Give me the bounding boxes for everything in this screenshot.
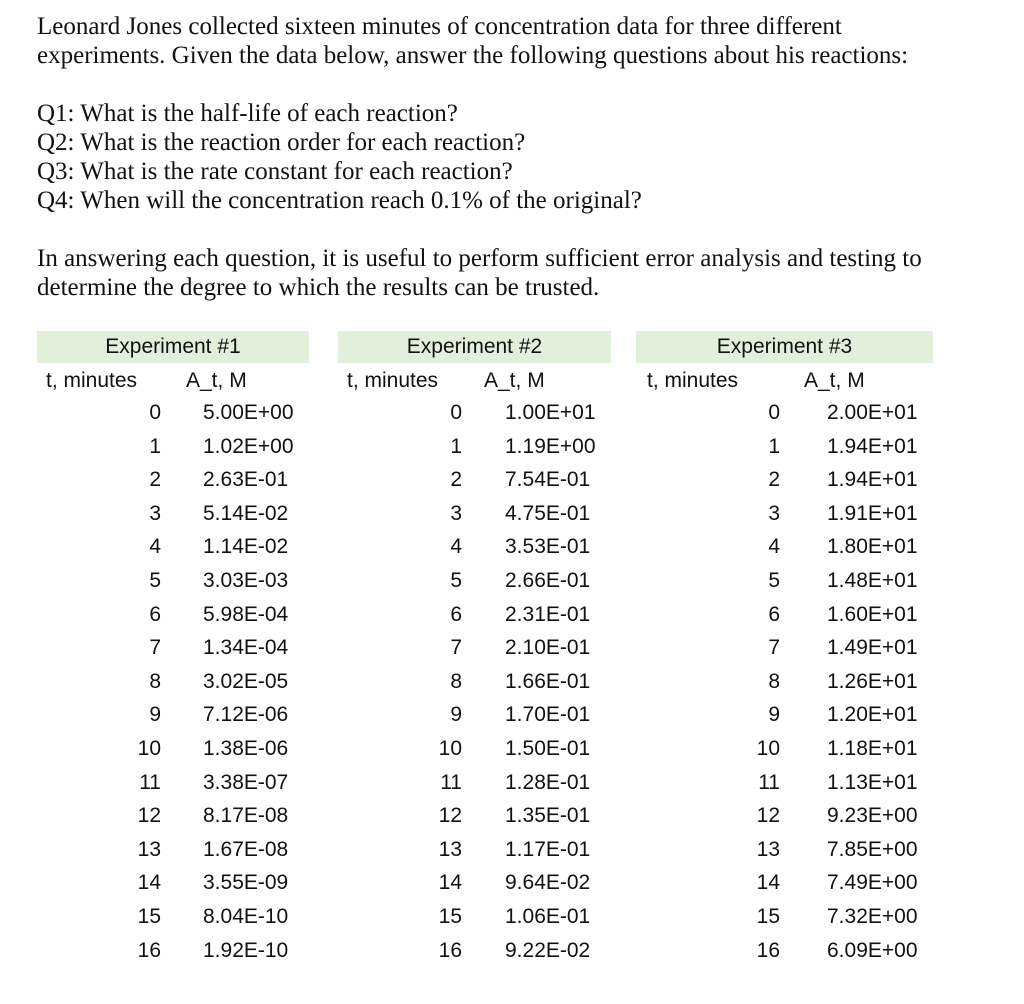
table-row bbox=[636, 599, 933, 633]
concentration-cell: 1.00E+01 bbox=[505, 401, 596, 424]
question-2: Q2: What is the reaction order for each reaction? bbox=[37, 129, 526, 156]
concentration-cell: 1.91E+01 bbox=[827, 501, 918, 525]
concentration-cell: 1.18E+01 bbox=[827, 736, 918, 760]
time-cell: 15 bbox=[137, 904, 161, 928]
concentration-cell: 3.55E-09 bbox=[203, 871, 289, 895]
time-cell: 16 bbox=[438, 938, 462, 962]
table-row bbox=[37, 699, 309, 733]
table-row bbox=[37, 397, 309, 431]
table-row bbox=[636, 632, 933, 666]
table-row bbox=[338, 632, 611, 666]
time-cell: 2 bbox=[768, 468, 780, 492]
time-cell: 8 bbox=[768, 669, 780, 693]
time-cell: 1 bbox=[149, 434, 161, 458]
table-row bbox=[37, 867, 309, 901]
table-row bbox=[338, 464, 611, 498]
table-row bbox=[636, 565, 933, 599]
table-row bbox=[338, 733, 611, 767]
experiment-title: Experiment #3 bbox=[636, 331, 933, 363]
time-cell: 9 bbox=[149, 703, 161, 727]
concentration-cell: 2.63E-01 bbox=[203, 468, 289, 492]
experiment-2-table bbox=[338, 331, 611, 968]
table-row bbox=[338, 666, 611, 700]
time-cell: 11 bbox=[758, 770, 780, 794]
table-row bbox=[338, 767, 611, 801]
concentration-cell: 1.38E-06 bbox=[203, 736, 289, 760]
table-row bbox=[37, 901, 309, 935]
concentration-cell: 7.85E+00 bbox=[827, 837, 918, 861]
table-row bbox=[636, 666, 933, 700]
table-row bbox=[338, 834, 611, 868]
table-header bbox=[37, 363, 309, 397]
table-row bbox=[37, 565, 309, 599]
time-cell: 5 bbox=[450, 568, 462, 592]
concentration-cell: 3.03E-03 bbox=[203, 568, 289, 592]
time-column-header: t, minutes bbox=[647, 369, 739, 392]
concentration-cell: 1.94E+01 bbox=[827, 434, 918, 458]
concentration-cell: 1.17E-01 bbox=[505, 837, 591, 861]
concentration-cell: 1.13E+01 bbox=[827, 770, 918, 794]
intro-paragraph bbox=[37, 12, 1007, 70]
time-cell: 8 bbox=[450, 669, 462, 693]
time-cell: 8 bbox=[149, 669, 161, 693]
time-cell: 16 bbox=[756, 938, 780, 962]
table-row bbox=[636, 901, 933, 935]
time-cell: 6 bbox=[768, 602, 780, 626]
concentration-cell: 2.31E-01 bbox=[505, 602, 591, 626]
table-row bbox=[636, 397, 933, 431]
table-row bbox=[636, 800, 933, 834]
concentration-cell: 3.38E-07 bbox=[203, 770, 289, 794]
time-cell: 13 bbox=[438, 837, 462, 861]
concentration-cell: 1.60E+01 bbox=[827, 602, 918, 626]
table-row bbox=[636, 699, 933, 733]
time-column-header: t, minutes bbox=[46, 369, 138, 392]
table-row bbox=[338, 531, 611, 565]
table-row bbox=[37, 733, 309, 767]
time-cell: 9 bbox=[768, 703, 780, 727]
time-cell: 7 bbox=[450, 636, 462, 660]
time-cell: 6 bbox=[149, 602, 161, 626]
time-cell: 12 bbox=[137, 804, 161, 828]
time-cell: 0 bbox=[768, 401, 780, 424]
time-cell: 10 bbox=[756, 736, 780, 760]
experiment-3-table bbox=[636, 331, 933, 968]
concentration-cell: 1.48E+01 bbox=[827, 568, 918, 592]
time-cell: 2 bbox=[450, 468, 462, 492]
note-line: In answering each question, it is useful to perform sufficient error analysis and testing to bbox=[37, 245, 922, 272]
time-cell: 1 bbox=[768, 434, 780, 458]
table-row bbox=[37, 632, 309, 666]
table-row bbox=[338, 397, 611, 431]
time-cell: 3 bbox=[768, 501, 780, 525]
time-cell: 2 bbox=[149, 468, 161, 492]
table-row bbox=[37, 767, 309, 801]
time-cell: 4 bbox=[768, 535, 780, 559]
table-row bbox=[37, 935, 309, 969]
table-row bbox=[338, 565, 611, 599]
intro-line: Leonard Jones collected sixteen minutes of concentration data for three different bbox=[37, 13, 842, 40]
time-cell: 14 bbox=[137, 871, 161, 895]
concentration-cell: 2.66E-01 bbox=[505, 568, 591, 592]
time-cell: 5 bbox=[768, 568, 780, 592]
question-3: Q3: What is the rate constant for each reaction? bbox=[37, 158, 513, 185]
concentration-cell: 1.50E-01 bbox=[505, 736, 591, 760]
time-column-header: t, minutes bbox=[347, 369, 439, 392]
concentration-cell: 5.00E+00 bbox=[203, 401, 294, 424]
table-header bbox=[636, 363, 933, 397]
time-cell: 3 bbox=[450, 501, 462, 525]
time-cell: 15 bbox=[756, 904, 780, 928]
concentration-cell: 9.64E-02 bbox=[505, 871, 591, 895]
table-row bbox=[636, 531, 933, 565]
table-row bbox=[37, 800, 309, 834]
time-cell: 12 bbox=[438, 804, 462, 828]
note-paragraph bbox=[37, 244, 1007, 302]
table-row bbox=[636, 834, 933, 868]
table-row bbox=[338, 431, 611, 465]
table-row bbox=[338, 699, 611, 733]
table-row bbox=[338, 901, 611, 935]
experiment-1-table bbox=[37, 331, 309, 968]
table-row bbox=[37, 498, 309, 532]
concentration-cell: 1.19E+00 bbox=[505, 434, 596, 458]
concentration-cell: 7.32E+00 bbox=[827, 904, 918, 928]
concentration-cell: 7.12E-06 bbox=[203, 703, 289, 727]
time-cell: 4 bbox=[450, 535, 462, 559]
concentration-cell: 3.02E-05 bbox=[203, 669, 289, 693]
concentration-cell: 1.49E+01 bbox=[827, 636, 918, 660]
table-row bbox=[37, 431, 309, 465]
concentration-cell: 1.34E-04 bbox=[203, 636, 289, 660]
question-1: Q1: What is the half-life of each reaction? bbox=[37, 100, 458, 127]
concentration-cell: 2.00E+01 bbox=[827, 401, 918, 424]
concentration-cell: 1.66E-01 bbox=[505, 669, 591, 693]
table-row bbox=[338, 867, 611, 901]
time-cell: 1 bbox=[450, 434, 462, 458]
time-cell: 14 bbox=[756, 871, 780, 895]
time-cell: 7 bbox=[768, 636, 780, 660]
concentration-cell: 7.49E+00 bbox=[827, 871, 918, 895]
table-row bbox=[37, 599, 309, 633]
time-cell: 10 bbox=[137, 736, 161, 760]
table-row bbox=[37, 834, 309, 868]
concentration-cell: 3.53E-01 bbox=[505, 535, 591, 559]
intro-line: experiments. Given the data below, answer the following questions about his reactions: bbox=[37, 42, 909, 69]
concentration-column-header: A_t, M bbox=[804, 369, 865, 392]
time-cell: 7 bbox=[149, 636, 161, 660]
table-row bbox=[37, 531, 309, 565]
concentration-cell: 1.02E+00 bbox=[203, 434, 294, 458]
table-row bbox=[636, 498, 933, 532]
concentration-column-header: A_t, M bbox=[484, 369, 545, 392]
time-cell: 11 bbox=[440, 770, 462, 794]
concentration-cell: 8.04E-10 bbox=[203, 904, 289, 928]
experiment-title: Experiment #1 bbox=[37, 331, 309, 363]
table-row bbox=[37, 666, 309, 700]
table-body bbox=[37, 397, 309, 968]
time-cell: 10 bbox=[438, 736, 462, 760]
concentration-cell: 9.22E-02 bbox=[505, 938, 591, 962]
concentration-cell: 8.17E-08 bbox=[203, 804, 289, 828]
time-cell: 4 bbox=[149, 535, 161, 559]
concentration-cell: 9.23E+00 bbox=[827, 804, 918, 828]
time-cell: 6 bbox=[450, 602, 462, 626]
time-cell: 0 bbox=[450, 401, 462, 424]
concentration-cell: 1.70E-01 bbox=[505, 703, 591, 727]
time-cell: 12 bbox=[756, 804, 780, 828]
experiment-title: Experiment #2 bbox=[338, 331, 611, 363]
concentration-cell: 1.35E-01 bbox=[505, 804, 591, 828]
concentration-cell: 4.75E-01 bbox=[505, 501, 591, 525]
concentration-cell: 1.06E-01 bbox=[505, 904, 591, 928]
time-cell: 15 bbox=[438, 904, 462, 928]
concentration-cell: 7.54E-01 bbox=[505, 468, 591, 492]
table-row bbox=[636, 733, 933, 767]
table-row bbox=[338, 599, 611, 633]
concentration-cell: 1.80E+01 bbox=[827, 535, 918, 559]
concentration-cell: 2.10E-01 bbox=[505, 636, 591, 660]
table-header bbox=[338, 363, 611, 397]
time-cell: 16 bbox=[137, 938, 161, 962]
table-body bbox=[338, 397, 611, 968]
question-4: Q4: When will the concentration reach 0.1% of the original? bbox=[37, 187, 642, 214]
table-row bbox=[636, 935, 933, 969]
table-row bbox=[636, 867, 933, 901]
concentration-cell: 1.94E+01 bbox=[827, 468, 918, 492]
concentration-cell: 1.92E-10 bbox=[203, 938, 289, 962]
question-list bbox=[37, 99, 1007, 215]
time-cell: 0 bbox=[149, 401, 161, 424]
time-cell: 14 bbox=[438, 871, 462, 895]
time-cell: 11 bbox=[139, 770, 161, 794]
concentration-cell: 5.14E-02 bbox=[203, 501, 289, 525]
time-cell: 9 bbox=[450, 703, 462, 727]
concentration-cell: 1.14E-02 bbox=[203, 535, 289, 559]
concentration-column-header: A_t, M bbox=[186, 369, 247, 392]
table-row bbox=[338, 498, 611, 532]
table-row bbox=[636, 767, 933, 801]
concentration-cell: 1.26E+01 bbox=[827, 669, 918, 693]
table-row bbox=[37, 464, 309, 498]
concentration-cell: 5.98E-04 bbox=[203, 602, 289, 626]
note-line: determine the degree to which the results can be trusted. bbox=[37, 274, 600, 301]
table-row bbox=[636, 464, 933, 498]
table-row bbox=[338, 935, 611, 969]
table-row bbox=[636, 431, 933, 465]
concentration-cell: 1.28E-01 bbox=[505, 770, 591, 794]
time-cell: 5 bbox=[149, 568, 161, 592]
time-cell: 3 bbox=[149, 501, 161, 525]
table-body bbox=[636, 397, 933, 968]
time-cell: 13 bbox=[137, 837, 161, 861]
time-cell: 13 bbox=[756, 837, 780, 861]
concentration-cell: 1.67E-08 bbox=[203, 837, 289, 861]
concentration-cell: 1.20E+01 bbox=[827, 703, 918, 727]
concentration-cell: 6.09E+00 bbox=[827, 938, 918, 962]
table-row bbox=[338, 800, 611, 834]
